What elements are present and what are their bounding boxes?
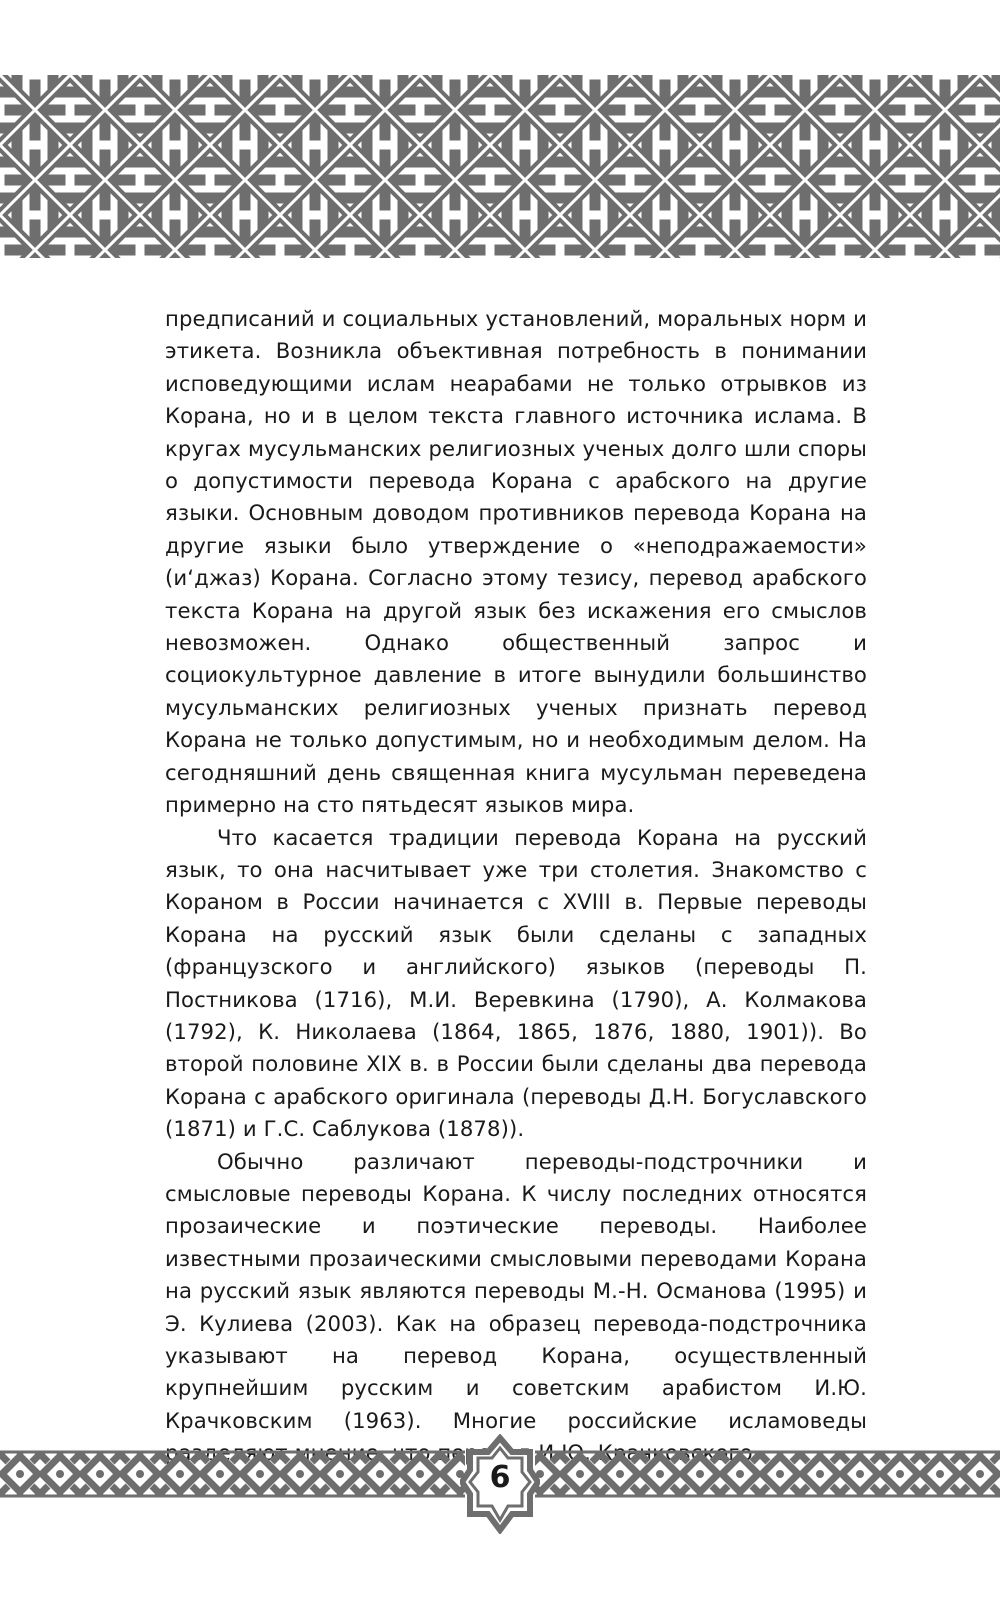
body-text — [165, 303, 867, 1470]
paragraph-1: предписаний и социальных установлений, моральных норм и этикета. Возникла объективная потребность в понимании исповедующими ислам неарабами не только отрывков из Корана, но и в целом текста главного источника ислама. В кругах мусульманских религиозных ученых долго шли споры о допустимости перевода Корана с арабского на другие языки. Основным доводом противников перевода Корана на другие языки было утверждение о «неподражаемости» (и‘джаз) Корана. Согласно этому тезису, перевод арабского текста Корана на другой язык без искажения его смыслов невозможен. Однако общественный запрос и социокультурное давление в итоге вынудили большинство мусульманских религиозных ученых признать перевод Корана не только допустимым, но и необходимым делом. На сегодняшний день священная книга мусульман переведена примерно на сто пятьдесят языков мира. — [165, 306, 867, 818]
page-number-emblem — [460, 1434, 540, 1534]
paragraph-3: Обычно различают переводы-подстрочники и смысловые переводы Корана. К числу последних относятся прозаические и поэтические переводы. Наиболее известными прозаическими смысловыми переводами Корана на русский язык являются переводы М.-Н. Османова (1995) и Э. Кулиева (2003). Как на образец перевода-подстрочника указывают на перевод Корана, осуществленный крупнейшим русским и советским арабистом И.Ю. Крачковским (1963). Многие российские исламоведы — [165, 1148, 867, 1433]
paragraph-2: Что касается традиции перевода Корана на русский язык, то она насчитывает уже три столетия. Знакомство с Кораном в России начинается с XVIII в. Первые переводы Корана на русский язык были сделаны с западных (французского и английского) языков (переводы П. Постникова (1716), М.И. Веревкина (1790), А. Колмакова (1792), К. Николаева (1864, 1865, 1876, 1880, 1901)). Во второй половине XIX в. в России были сделаны два перевода Корана с арабского оригинала (переводы Д.Н. Богуславского (1871) и Г.С. Саблукова (1878)). — [165, 824, 867, 1142]
top-geometric-ornament — [0, 75, 1000, 258]
page-number: 6 — [489, 1460, 511, 1495]
